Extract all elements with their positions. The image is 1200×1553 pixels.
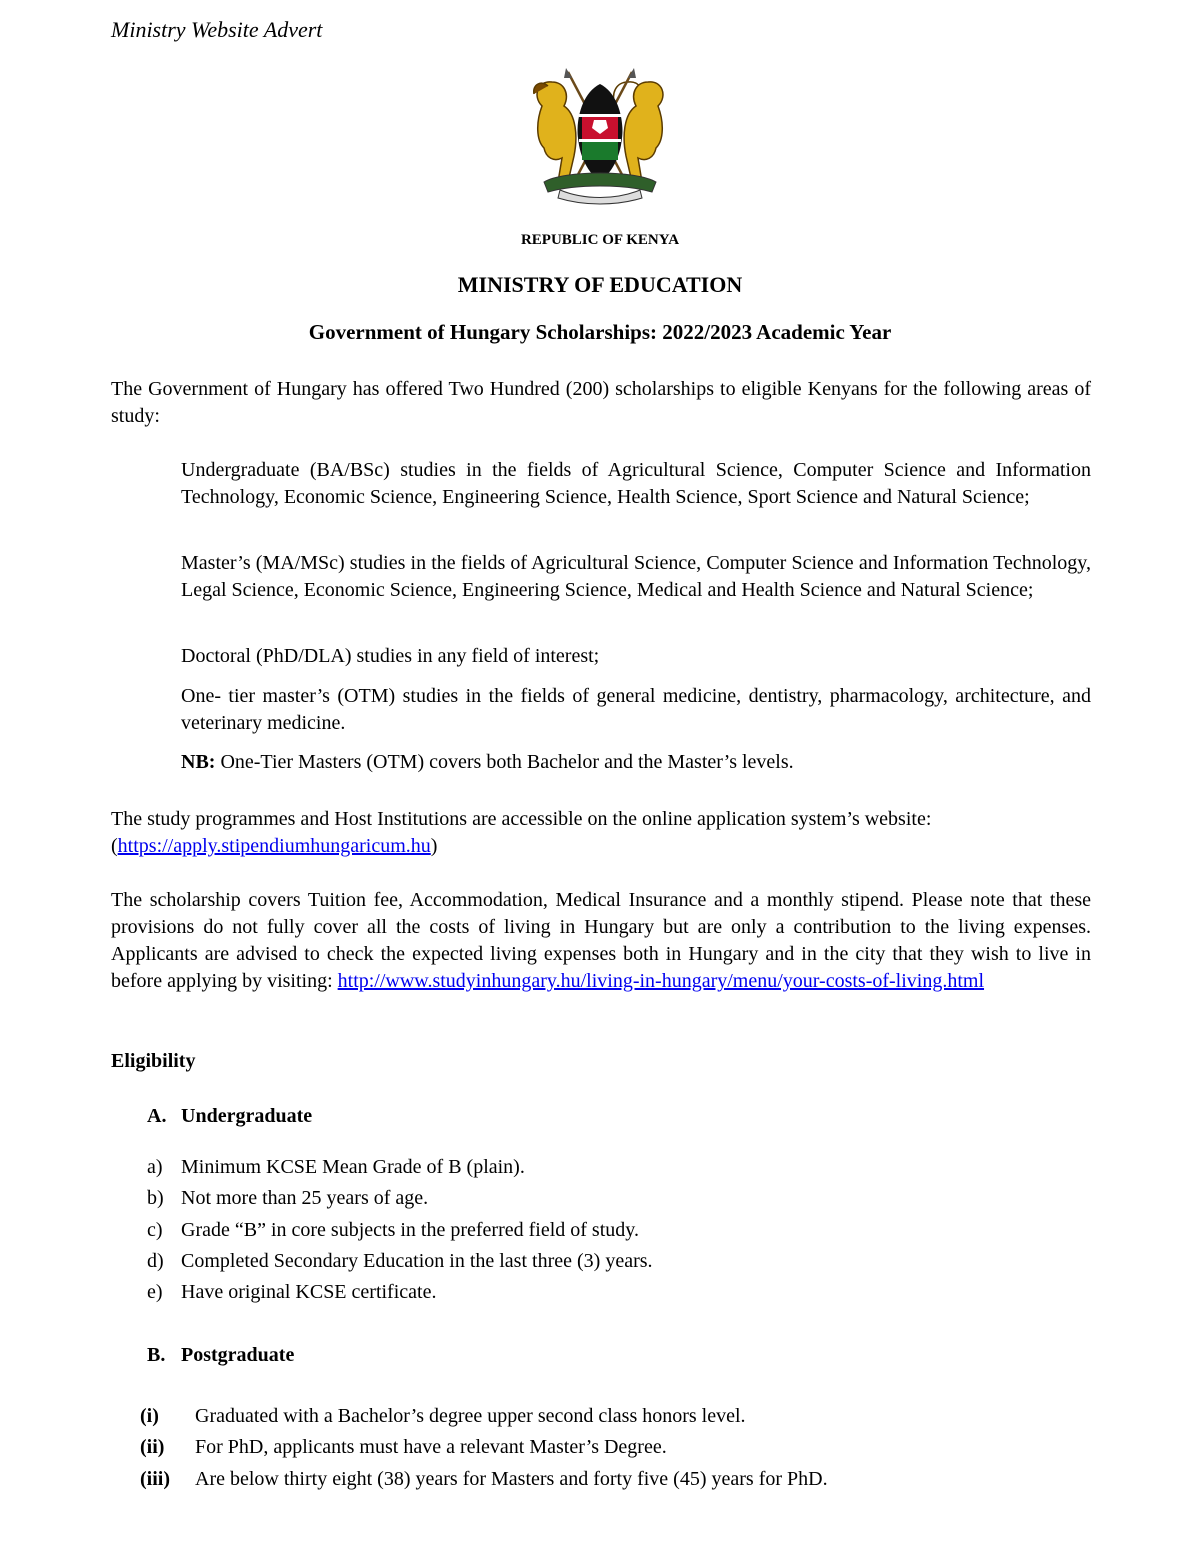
list-item	[147, 1156, 525, 1179]
undergraduate-title: Undergraduate	[181, 1105, 313, 1127]
coverage-text: The scholarship covers Tuition fee, Accommodation, Medical Insurance and a monthly stipend. Please note that these provisions do not fully cover all the costs of living in Hungary but are only a contribution to the living expenses. Applicants are advised to check the expected living expenses both in Hungary and in the city that they wish to live in before applying by visiting:	[111, 889, 1091, 992]
list-item-text: Not more than 25 years of age.	[181, 1187, 429, 1209]
nb-note	[181, 749, 1091, 776]
list-item	[140, 1405, 746, 1428]
list-item-label: c)	[147, 1219, 163, 1241]
undergraduate-heading	[147, 1105, 312, 1128]
area-one-tier-masters: One- tier master’s (OTM) studies in the fields of general medicine, dentistry, pharmacology, architecture, and veterinary medicine.	[181, 685, 1091, 734]
eligibility-heading: Eligibility	[111, 1050, 196, 1072]
list-item	[147, 1281, 436, 1304]
area-undergraduate: Undergraduate (BA/BSc) studies in the fields of Agricultural Science, Computer Science and Information Technology, Economic Science, Engineering Science, Health Science, Sport Science and Natural Science;	[181, 459, 1091, 508]
undergraduate-label: A.	[147, 1105, 167, 1127]
ministry-heading: MINISTRY OF EDUCATION	[457, 272, 743, 297]
list-item-label: (ii)	[140, 1436, 165, 1458]
list-item	[140, 1436, 667, 1459]
list-item-text: For PhD, applicants must have a relevant Master’s Degree.	[195, 1436, 667, 1458]
postgraduate-label: B.	[147, 1344, 166, 1366]
list-item-text: Have original KCSE certificate.	[181, 1281, 437, 1303]
list-item-text: Completed Secondary Education in the last three (3) years.	[181, 1250, 653, 1272]
list-item	[140, 1468, 828, 1491]
nb-text: One-Tier Masters (OTM) covers both Bachelor and the Master’s levels.	[215, 751, 794, 773]
list-item-label: b)	[147, 1187, 164, 1209]
list-item	[147, 1250, 653, 1273]
kenya-coat-of-arms-emblem	[524, 66, 676, 206]
intro-paragraph: The Government of Hungary has offered Two Hundred (200) scholarships to eligible Kenyans for the following areas of study:	[111, 378, 1091, 427]
list-item-label: a)	[147, 1156, 163, 1178]
list-item-text: Grade “B” in core subjects in the preferred field of study.	[181, 1219, 639, 1241]
list-item-text: Are below thirty eight (38) years for Masters and forty five (45) years for PhD.	[195, 1468, 828, 1490]
list-item-label: e)	[147, 1281, 163, 1303]
list-item	[147, 1187, 428, 1210]
programmes-close-paren: )	[430, 835, 438, 857]
document-title: Government of Hungary Scholarships: 2022/2023 Academic Year	[308, 320, 892, 344]
list-item-label: d)	[147, 1250, 164, 1272]
programmes-paragraph	[111, 806, 1091, 860]
application-system-link[interactable]: https://apply.stipendiumhungaricum.hu	[117, 835, 431, 857]
header-note: Ministry Website Advert	[111, 17, 323, 42]
programmes-text: The study programmes and Host Institutions are accessible on the online application system’s website:	[111, 808, 932, 830]
list-item-text: Graduated with a Bachelor’s degree upper second class honors level.	[195, 1405, 746, 1427]
postgraduate-title: Postgraduate	[181, 1344, 295, 1366]
programmes-open-paren: (	[111, 835, 118, 857]
area-masters: Master’s (MA/MSc) studies in the fields of Agricultural Science, Computer Science and Information Technology, Legal Science, Economic Science, Engineering Science, Medical and Health Science and Natural Science;	[181, 552, 1091, 601]
area-doctoral: Doctoral (PhD/DLA) studies in any field of interest;	[181, 645, 600, 667]
nb-label: NB:	[181, 751, 216, 773]
list-item	[147, 1219, 639, 1242]
list-item-text: Minimum KCSE Mean Grade of B (plain).	[181, 1156, 525, 1178]
list-item-label: (iii)	[140, 1468, 170, 1490]
cost-of-living-link[interactable]: http://www.studyinhungary.hu/living-in-hungary/menu/your-costs-of-living.html	[337, 970, 985, 992]
coverage-paragraph	[111, 887, 1091, 995]
list-item-label: (i)	[140, 1405, 159, 1427]
republic-heading: REPUBLIC OF KENYA	[520, 232, 680, 248]
postgraduate-heading	[147, 1344, 294, 1367]
